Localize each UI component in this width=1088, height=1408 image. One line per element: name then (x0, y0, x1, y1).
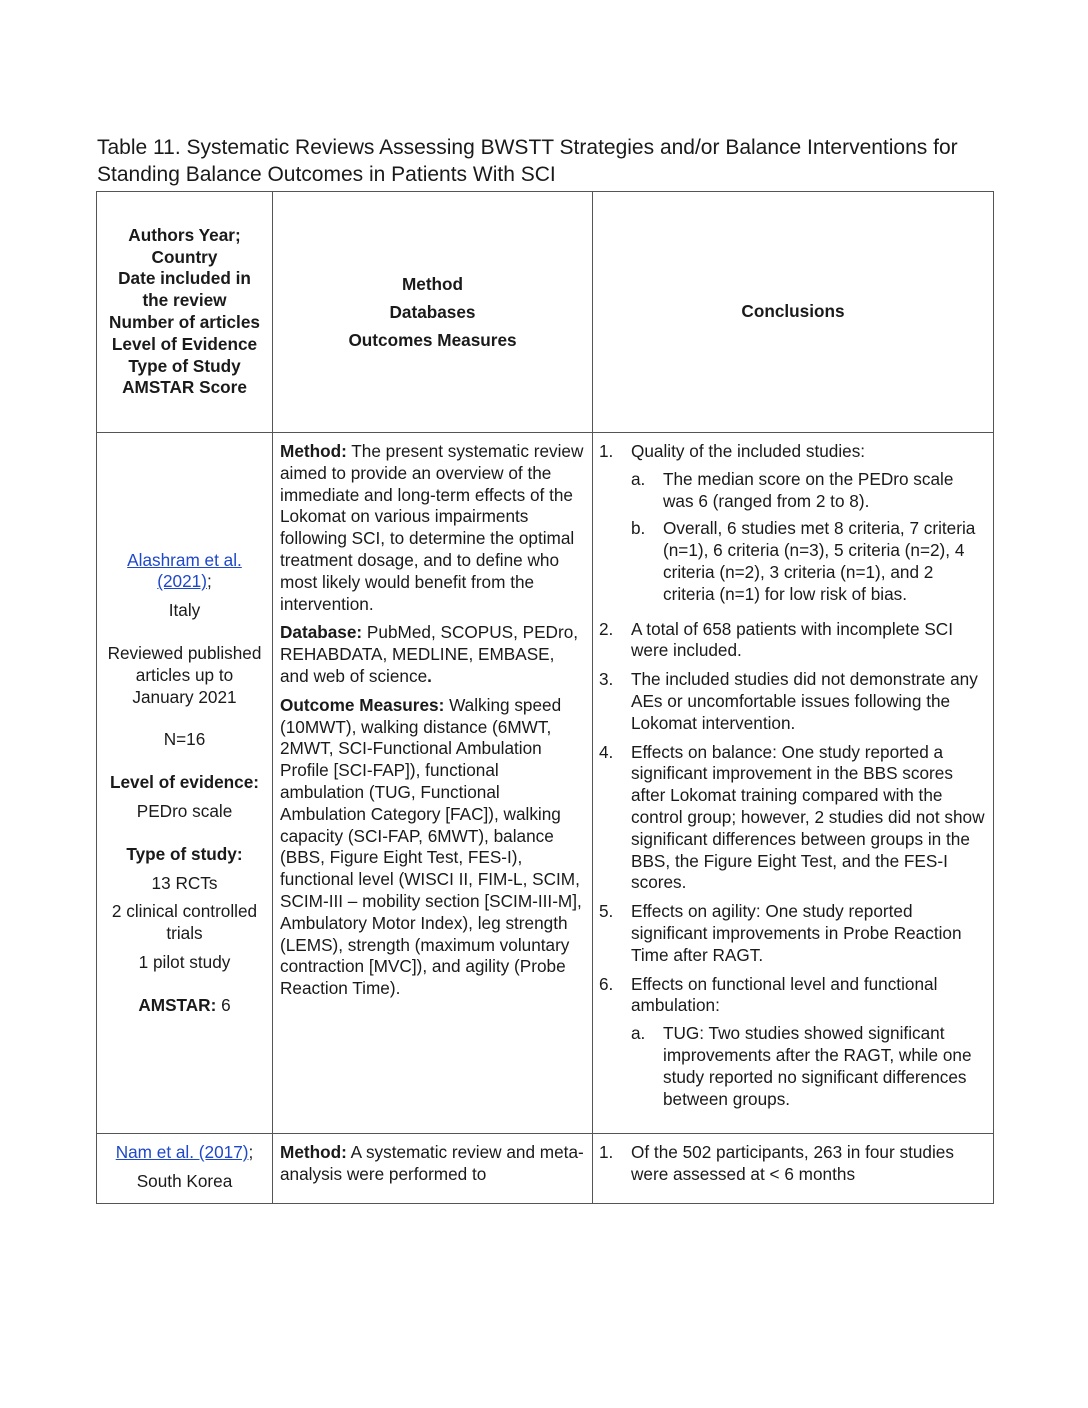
reviews-table (96, 191, 994, 1204)
list-text: Quality of the included studies: (631, 441, 866, 461)
author-separator: ; (206, 571, 212, 592)
list-text: Effects on agility: One study reported significant improvements in Probe Reaction Time after RAGT. (631, 901, 962, 965)
header-method-line: Databases (389, 302, 476, 322)
header-authors-line: Authors Year; (128, 224, 241, 245)
method-text: A systematic review and meta-analysis were performed to (280, 1142, 584, 1185)
list-number: 1. (599, 1142, 614, 1163)
method-cell (273, 433, 593, 1134)
sub-list-item (631, 1023, 985, 1110)
database-label: Database: (280, 622, 363, 643)
sub-list-letter: a. (631, 468, 646, 489)
conclusions-cell (593, 433, 994, 1134)
outcome-paragraph (280, 695, 586, 1000)
type-value: 13 RCTs (151, 872, 218, 893)
list-number: 1. (599, 441, 614, 461)
method-paragraph (280, 1142, 586, 1186)
sub-list-letter: a. (631, 1023, 646, 1044)
sub-list-text: The median score on the PEDro scale was 6 (ranged from 2 to 8). (663, 468, 954, 511)
sub-list-text: Overall, 6 studies met 8 criteria, 7 criteria (n=1), 6 criteria (n=3), 5 criteria (n=2), 4 criteria (n=2), 3 criteria (n=1), and 2 criteria (n=1) for low risk of bias. (663, 518, 976, 604)
header-authors-line: Country (151, 246, 218, 267)
sub-list-item (631, 469, 985, 513)
amstar-label: AMSTAR: (138, 994, 217, 1015)
list-item (599, 974, 985, 1117)
author-separator: ; (248, 1142, 254, 1163)
database-period: . (427, 665, 432, 686)
outcome-label: Outcome Measures: (280, 694, 445, 715)
method-label: Method: (280, 1142, 347, 1163)
header-authors-line: Level of Evidence (111, 333, 258, 354)
list-text: The included studies did not demonstrate any AEs or uncomfortable issues following the Lokomat intervention. (631, 669, 978, 733)
conclusions-cell (593, 1134, 994, 1204)
database-paragraph (280, 622, 586, 687)
list-text: Of the 502 participants, 263 in four studies were assessed at < 6 months (631, 1142, 954, 1185)
list-text: A total of 658 patients with incomplete SCI were included. (631, 618, 953, 661)
header-conclusions: Conclusions (593, 192, 994, 433)
sub-list-text: TUG: Two studies showed significant improvements after the RAGT, while one study reported no significant differences between groups. (663, 1023, 972, 1109)
list-number: 2. (599, 618, 614, 639)
list-item (599, 742, 985, 895)
list-text: Effects on balance: One study reported a significant improvement in the BBS scores after Lokomat training compared with the control group; however, 2 studies did not show significant differences between groups in the BBS, the Figure Eight Test, and the FES-I scores. (631, 741, 985, 893)
table-row (97, 433, 994, 1134)
list-item (599, 1142, 985, 1186)
date-included: Reviewed published articles up to January 2021 (107, 643, 262, 707)
type-value: 1 pilot study (138, 952, 231, 973)
list-item (599, 619, 985, 663)
header-method-line: Method (401, 274, 464, 294)
amstar-value: 6 (216, 994, 231, 1015)
country: Italy (168, 600, 201, 621)
table-header-row (97, 192, 994, 433)
country: South Korea (136, 1171, 233, 1192)
header-authors-line: Number of articles (109, 312, 260, 332)
list-number: 6. (599, 973, 614, 994)
type-value: 2 clinical controlled trials (111, 901, 258, 944)
list-item (599, 901, 985, 966)
level-label-text: Level of evidence: (109, 772, 259, 793)
level-label (103, 772, 266, 794)
header-method-line: Outcomes Measures (348, 330, 517, 350)
method-text: The present systematic review aimed to provide an overview of the immediate and long-term effects of the Lokomat on various impairments following SCI, to determine the optimal treatment dosage, and to define who most likely would benefit from the intervention. (280, 441, 584, 614)
database-text: PubMed, SCOPUS, PEDro, REHABDATA, MEDLINE, EMBASE, and web of science (280, 622, 579, 686)
list-text: Effects on functional level and functional ambulation: (631, 973, 938, 1016)
list-number: 5. (599, 901, 614, 922)
list-number: 3. (599, 669, 614, 690)
author-link[interactable]: Alashram et al. (2021) (127, 549, 242, 592)
amstar-score (103, 995, 266, 1017)
list-item (599, 441, 985, 612)
sub-list-letter: b. (631, 518, 646, 539)
header-authors-line: Type of Study (128, 355, 241, 376)
level-value: PEDro scale (136, 801, 233, 822)
authors-cell (97, 433, 273, 1134)
author-link[interactable]: Nam et al. (2017) (115, 1142, 249, 1163)
method-label: Method: (280, 441, 347, 461)
header-method (273, 192, 593, 433)
method-cell (273, 1134, 593, 1204)
list-item (599, 669, 985, 734)
list-number: 4. (599, 741, 614, 762)
header-authors (97, 192, 273, 433)
outcome-text: Walking speed (10MWT), walking distance (6MWT, 2MWT, SCI-Functional Ambulation Profile [SCI-FAP]), functional ambulation (TUG, Functional Ambulation Category [FAC]), walking capacity (SCI-FAP, 6MWT), balance (BBS, Figure Eight Test, FES-I), functional level (WISCI II, FIM-L, SCIM, SCIM-III – mobility section [SCIM-III-M], Ambulatory Motor Index), leg strength (LEMS), strength (maximum voluntary contraction [MVC]), and agility (Probe Reaction Time). (280, 694, 582, 999)
sub-list-item (631, 518, 985, 605)
authors-cell (97, 1134, 273, 1204)
article-count: N=16 (163, 729, 206, 750)
table-caption: Table 11. Systematic Reviews Assessing BWSTT Strategies and/or Balance Interventions for Standing Balance Outcomes in Patients With SCI (97, 136, 958, 186)
type-label (103, 844, 266, 866)
table-row (97, 1134, 994, 1204)
method-paragraph (280, 441, 586, 615)
header-authors-line: AMSTAR Score (122, 377, 247, 398)
type-label-text: Type of study: (126, 843, 243, 864)
header-authors-line: Date included in the review (118, 268, 251, 311)
